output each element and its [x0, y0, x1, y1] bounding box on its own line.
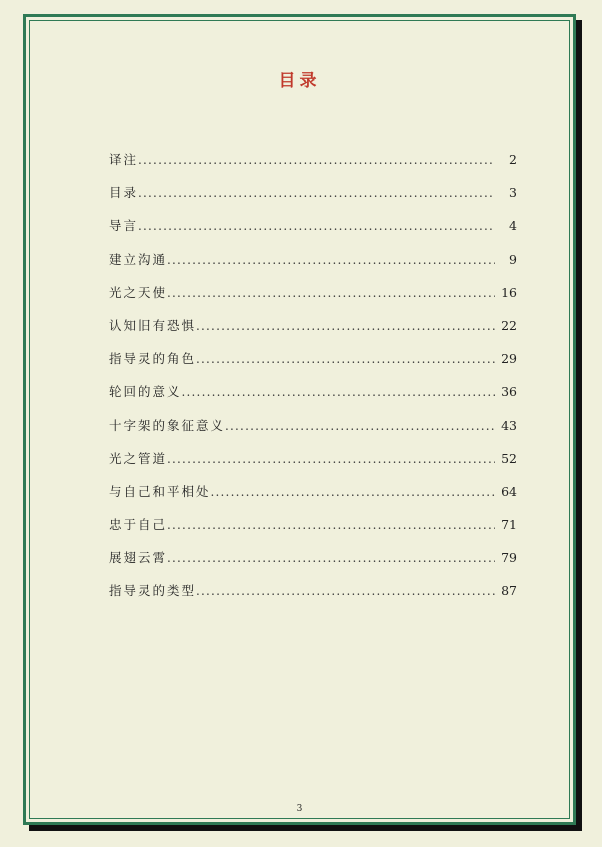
toc-dot-leader	[167, 286, 495, 300]
toc-entry-page: 2	[509, 152, 517, 167]
toc-entry[interactable]	[109, 581, 517, 614]
toc-dot-leader	[182, 385, 495, 399]
toc-entry-label: 展翅云霄	[109, 550, 168, 566]
page-title: 目录	[278, 71, 321, 91]
toc-entry-page: 22	[501, 317, 517, 333]
toc-entry[interactable]	[109, 416, 517, 449]
toc-entry-page: 79	[501, 550, 517, 566]
toc-entry-page: 16	[501, 284, 517, 300]
toc-entry-page: 29	[501, 351, 517, 367]
document-page	[23, 14, 576, 825]
toc-dot-leader	[196, 319, 495, 333]
toc-entry-page: 43	[501, 417, 517, 433]
toc-dot-leader	[196, 584, 495, 598]
toc-entry[interactable]	[109, 548, 517, 581]
toc-dot-leader	[167, 518, 495, 532]
toc-dot-leader	[225, 419, 495, 433]
toc-entry[interactable]	[109, 216, 517, 249]
table-of-contents	[109, 150, 517, 615]
toc-entry-label: 认知旧有恐惧	[109, 317, 197, 333]
toc-dot-leader	[167, 253, 495, 267]
toc-entry-label: 建立沟通	[109, 251, 168, 267]
page-number: 3	[296, 804, 303, 814]
toc-entry[interactable]	[109, 183, 517, 216]
toc-entry-label: 导言	[109, 218, 139, 234]
toc-dot-leader	[196, 352, 495, 366]
toc-entry-label: 光之管道	[109, 450, 168, 466]
toc-entry-page: 87	[501, 583, 517, 599]
toc-dot-leader	[167, 452, 495, 466]
toc-dot-leader	[138, 153, 495, 167]
toc-entry-page: 3	[509, 185, 517, 201]
toc-dot-leader	[138, 186, 495, 200]
toc-entry[interactable]	[109, 349, 517, 382]
toc-entry-label: 译注	[109, 152, 139, 167]
toc-entry-page: 36	[501, 384, 517, 400]
toc-dot-leader	[138, 219, 495, 233]
toc-entry-page: 52	[501, 450, 517, 466]
toc-entry-page: 4	[509, 218, 517, 234]
toc-entry[interactable]	[109, 482, 517, 515]
toc-entry-label: 轮回的意义	[109, 384, 182, 400]
toc-entry[interactable]	[109, 150, 517, 183]
toc-entry-label: 光之天使	[109, 284, 168, 300]
toc-entry-label: 指导灵的角色	[109, 351, 197, 367]
toc-entry-page: 64	[501, 483, 517, 499]
toc-entry[interactable]	[109, 316, 517, 349]
toc-entry[interactable]	[109, 515, 517, 548]
toc-entry[interactable]	[109, 449, 517, 482]
toc-dot-leader	[211, 485, 495, 499]
toc-dot-leader	[167, 551, 495, 565]
toc-entry-label: 与自己和平相处	[109, 483, 211, 499]
toc-entry[interactable]	[109, 250, 517, 283]
toc-entry[interactable]	[109, 283, 517, 316]
toc-entry-label: 指导灵的类型	[109, 583, 197, 599]
toc-entry-page: 9	[509, 251, 517, 267]
toc-entry-page: 71	[501, 517, 517, 533]
toc-entry-label: 忠于自己	[109, 517, 168, 533]
toc-entry[interactable]	[109, 382, 517, 415]
toc-entry-label: 目录	[109, 185, 139, 201]
toc-entry-label: 十字架的象征意义	[109, 417, 226, 433]
